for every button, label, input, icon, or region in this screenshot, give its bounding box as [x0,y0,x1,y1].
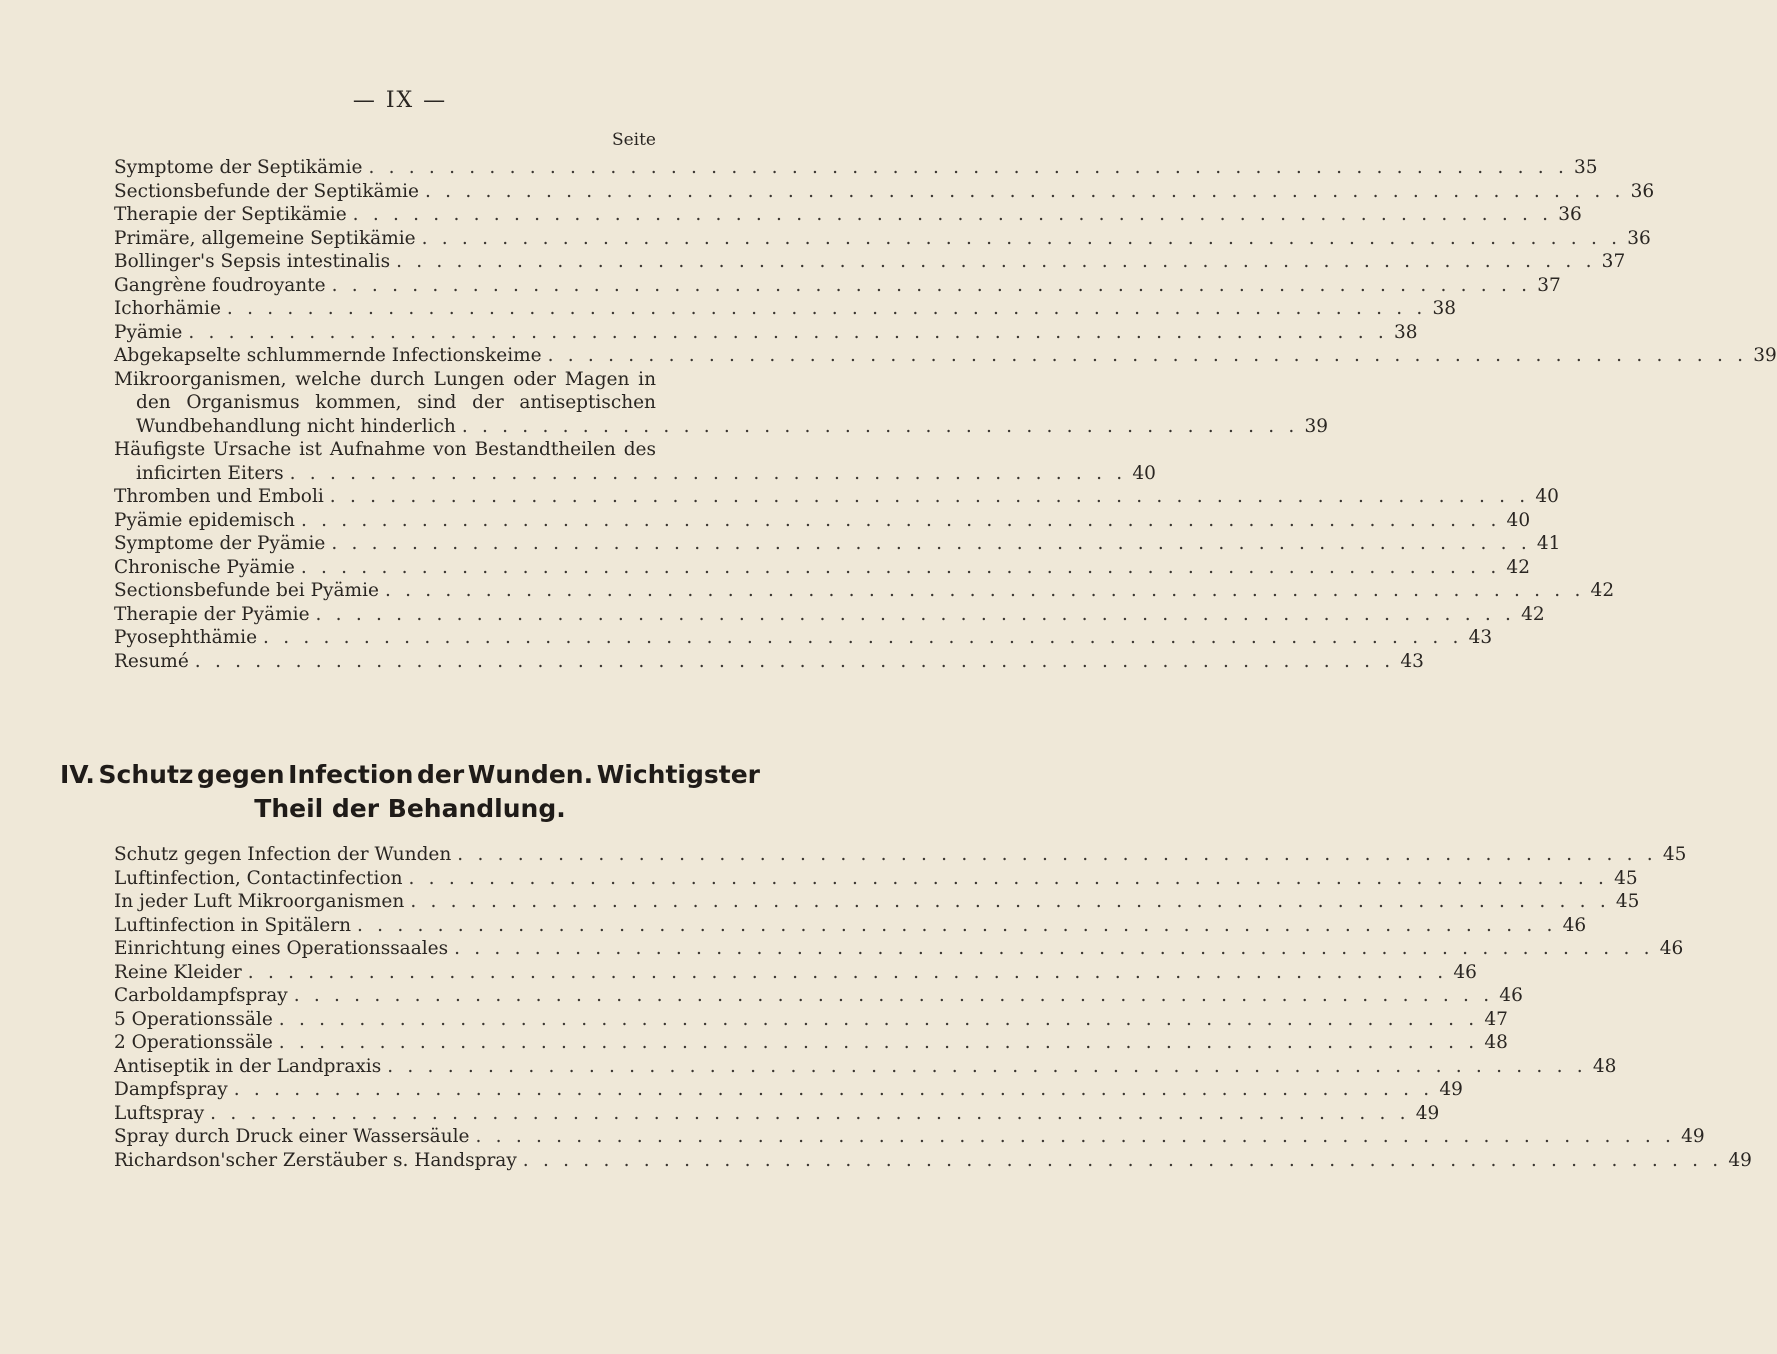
toc-entry [114,556,1530,580]
toc-section-schutz [114,843,1752,1172]
toc-entry-page: 45 [1614,867,1638,889]
toc-entry-title: 2 Operationssäle [114,1032,273,1053]
toc-entry [114,1055,1617,1079]
toc-entry-page: 48 [1592,1055,1617,1077]
toc-leader-dots: . . . . . . . . . . . . . . . . . . . . . . . . . . . . . . . . . . . . . . . . . . . . . . . . . . . . . . . . . . . . [368,157,1569,178]
toc-entry-title: Abgekapselte schlummernde Infectionskeime [114,345,542,366]
toc-entry-page: 49 [1681,1126,1705,1147]
toc-leader-dots: . . . . . . . . . . . . . . . . . . . . . . . . . . . . . . . . . . . . . . . . . . . . . . . . . . . . . . . . . . . . [300,556,1501,578]
toc-entry [114,509,1531,533]
heading-word: gegen [197,760,285,789]
toc-entry [114,603,1545,627]
toc-entry-title: Bollinger's Sepsis intestinalis [114,251,391,272]
toc-entry-page: 46 [1562,914,1587,936]
toc-entry-title: Richardson'scher Zerstäuber s. Handspray [114,1149,517,1171]
toc-entry-title: Einrichtung eines Operationssaales [114,938,449,959]
toc-leader-dots: . . . . . . . . . . . . . . . . . . . . . . . . . . . . . . . . . . . . . . . . . . . . . . . . . . . . . . . . . . . . [188,321,1388,343]
section-heading-line [60,758,760,792]
toc-entry [114,937,1684,961]
toc-entry-page: 38 [1393,321,1418,343]
toc-word: Magen [564,368,630,390]
toc-entry-page: 43 [1468,627,1493,648]
toc-leader-dots: . . . . . . . . . . . . . . . . . . . . . . . . . . . . . . . . . . . . . . . . . . . . . . . . . . . . . . . . . . . . [293,985,1494,1006]
toc-leader-dots: . . . . . . . . . . . . . . . . . . . . . . . . . . . . . . . . . . . . . . . . . . . . . . . . . . . . . . . . . . . . [331,274,1532,296]
toc-entry-page: 36 [1627,227,1651,249]
toc-multiline-entry-line [114,368,656,392]
page-column-label: Seite [611,130,656,150]
toc-entry-title: Primäre, allgemeine Septikämie [114,227,416,249]
toc-entry-page: 42 [1506,556,1530,578]
toc-entry-page: 36 [1630,180,1655,202]
toc-group [114,156,1777,368]
toc-entry-title: Resumé [114,650,189,672]
toc-entry [114,180,1655,204]
toc-entry-title: Luftinfection in Spitälern [114,914,351,936]
toc-entry-page: 46 [1659,938,1684,959]
toc-entry [114,984,1523,1008]
toc-entry-page: 47 [1484,1008,1508,1030]
toc-entry-title: Sectionsbefunde bei Pyämie [114,580,379,601]
toc-entry [114,843,1687,867]
toc-entry-page: 45 [1615,891,1640,912]
toc-entry-page: 49 [1415,1102,1440,1124]
toc-entry-page: 35 [1574,157,1598,178]
toc-leader-dots: . . . . . . . . . . . . . . . . . . . . . . . . . . . . . . . . . . . . . . . . . . . . . . . . . . . . . . . . . . . . [263,627,1463,648]
toc-entry-title: Pyämie [114,321,183,343]
toc-leader-dots: . . . . . . . . . . . . . . . . . . . . . . . . . . . . . . . . . . . . . . . . . . [461,415,1299,437]
toc-entry-title: Therapie der Pyämie [114,603,310,625]
toc-entry-page: 39 [1304,415,1329,437]
section-heading [60,758,760,826]
toc-word: Aufnahme [329,439,426,460]
toc-entry [114,1102,1440,1126]
toc-entry [114,462,1156,486]
toc-entry-page: 37 [1537,274,1561,296]
toc-multiline-entry-line [114,391,656,415]
toc-leader-dots: . . . . . . . . . . . . . . . . . . . . . . . . . . . . . . . . . . . . . . . . . . . . . . . . . . . . . . . . . . . . [357,914,1557,936]
toc-word: von [433,439,467,460]
toc-entry [114,203,1582,227]
toc-word: oder [513,368,556,390]
toc-entry-page: 46 [1453,961,1477,983]
toc-leader-dots: . . . . . . . . . . . . . . . . . . . . . . . . . . . . . . . . . . . . . . . . . . [289,462,1127,484]
toc-leader-dots: . . . . . . . . . . . . . . . . . . . . . . . . . . . . . . . . . . . . . . . . . . . . . . . . . . . . . . . . . . . . [408,867,1609,889]
toc-entry-page: 40 [1535,486,1559,507]
toc-leader-dots: . . . . . . . . . . . . . . . . . . . . . . . . . . . . . . . . . . . . . . . . . . . . . . . . . . . . . . . . . . . . [410,891,1610,912]
toc-entry-page: 37 [1601,251,1626,272]
toc-entry [114,1149,1752,1173]
toc-word: Lungen [433,368,505,390]
toc-word: des [623,439,656,460]
toc-group [114,843,1752,1172]
toc-entry [114,321,1418,345]
toc-entry [114,1078,1463,1102]
toc-entry-page: 42 [1521,603,1545,625]
toc-entry-title: 5 Operationssäle [114,1008,273,1030]
toc-leader-dots: . . . . . . . . . . . . . . . . . . . . . . . . . . . . . . . . . . . . . . . . . . . . . . . . . . . . . . . . . . . . [457,844,1657,865]
toc-entry [114,961,1477,985]
toc-entry [114,156,1598,180]
toc-entry [114,274,1561,298]
toc-leader-dots: . . . . . . . . . . . . . . . . . . . . . . . . . . . . . . . . . . . . . . . . . . . . . . . . . . . . . . . . . . . . [278,1032,1479,1053]
page-header: — IX — [352,88,448,113]
toc-entry-page: 49 [1728,1149,1752,1171]
toc-entry-title: Pyosephthämie [114,627,258,648]
toc-word: den [136,392,171,413]
toc-leader-dots: . . . . . . . . . . . . . . . . . . . . . . . . . . . . . . . . . . . . . . . . . . . . . . . . . . . . . . . . . . . . [384,580,1585,601]
toc-entry [114,650,1424,674]
toc-leader-dots: . . . . . . . . . . . . . . . . . . . . . . . . . . . . . . . . . . . . . . . . . . . . . . . . . . . . . . . . . . . . [522,1149,1723,1171]
toc-entry-title: Therapie der Septikämie [114,204,347,225]
toc-section-septikaemie [114,156,1777,673]
toc-leader-dots: . . . . . . . . . . . . . . . . . . . . . . . . . . . . . . . . . . . . . . . . . . . . . . . . . . . . . . . . . . . . [210,1102,1410,1124]
toc-entry-title: Thromben und Emboli [114,486,324,507]
heading-word: Wichtigster [596,760,760,789]
section-heading-line: Theil der Behandlung. [254,794,566,823]
toc-entry-title: Dampfspray [114,1079,228,1100]
toc-entry-title: Chronische Pyämie [114,556,295,578]
toc-leader-dots: . . . . . . . . . . . . . . . . . . . . . . . . . . . . . . . . . . . . . . . . . . . . . . . . . . . . . . . . . . . . [454,938,1654,959]
heading-word: Schutz [98,760,194,789]
toc-entry [114,415,1329,439]
toc-entry-title: Reine Kleider [114,961,242,983]
toc-leader-dots: . . . . . . . . . . . . . . . . . . . . . . . . . . . . . . . . . . . . . . . . . . . . . . . . . . . . . . . . . . . . [329,486,1530,507]
toc-leader-dots: . . . . . . . . . . . . . . . . . . . . . . . . . . . . . . . . . . . . . . . . . . . . . . . . . . . . . . . . . . . . [315,603,1516,625]
toc-entry-page: 48 [1484,1032,1508,1053]
toc-entry [114,227,1651,251]
toc-word: antiseptischen [519,392,656,413]
toc-group [114,485,1615,673]
toc-entry [114,532,1561,556]
toc-entry-title: Symptome der Pyämie [114,533,326,554]
toc-leader-dots: . . . . . . . . . . . . . . . . . . . . . . . . . . . . . . . . . . . . . . . . . . . . . . . . . . . . . . . . . . . . [352,204,1553,225]
toc-entry-title: Pyämie epidemisch [114,509,295,531]
toc-leader-dots: . . . . . . . . . . . . . . . . . . . . . . . . . . . . . . . . . . . . . . . . . . . . . . . . . . . . . . . . . . . . [300,509,1501,531]
toc-word: Häufigste [114,439,206,460]
toc-entry-page: 43 [1400,650,1424,672]
toc-entry-title: Symptome der Septikämie [114,157,363,178]
toc-entry-page: 39 [1753,345,1777,366]
toc-entry [114,1125,1705,1149]
toc-entry [114,626,1493,650]
toc-entry [114,1008,1508,1032]
toc-word: Mikroorganismen, [114,368,287,390]
toc-entry-page: 40 [1132,462,1156,484]
heading-word: IV. [60,760,95,789]
toc-word: in [638,368,656,390]
toc-entry [114,579,1615,603]
toc-entry-page: 46 [1499,985,1523,1006]
toc-word: Ursache [213,439,292,460]
toc-word: der [472,392,504,413]
toc-entry-page: 41 [1536,533,1561,554]
toc-leader-dots: . . . . . . . . . . . . . . . . . . . . . . . . . . . . . . . . . . . . . . . . . . . . . . . . . . . . . . . . . . . . [194,650,1395,672]
toc-entry [114,250,1626,274]
toc-entry [114,914,1587,938]
toc-leader-dots: . . . . . . . . . . . . . . . . . . . . . . . . . . . . . . . . . . . . . . . . . . . . . . . . . . . . . . . . . . . . [233,1079,1434,1100]
toc-word: Bestandtheilen [474,439,616,460]
toc-entry-title: Sectionsbefunde der Septikämie [114,180,419,202]
toc-leader-dots: . . . . . . . . . . . . . . . . . . . . . . . . . . . . . . . . . . . . . . . . . . . . . . . . . . . . . . . . . . . . [425,180,1625,202]
toc-entry-page: 36 [1558,204,1582,225]
toc-entry-page: 40 [1506,509,1531,531]
toc-entry-title: inficirten Eiters [136,462,284,484]
toc-leader-dots: . . . . . . . . . . . . . . . . . . . . . . . . . . . . . . . . . . . . . . . . . . . . . . . . . . . . . . . . . . . . [331,533,1531,554]
toc-entry [114,297,1457,321]
heading-word: Infection [288,760,414,789]
toc-entry-title: Ichorhämie [114,298,221,319]
toc-entry-title: Wundbehandlung nicht hinderlich [136,415,456,437]
toc-entry-page: 42 [1590,580,1615,601]
toc-entry-page: 38 [1432,298,1457,319]
toc-leader-dots: . . . . . . . . . . . . . . . . . . . . . . . . . . . . . . . . . . . . . . . . . . . . . . . . . . . . . . . . . . . . [278,1008,1479,1030]
toc-word: kommen, [315,392,402,413]
heading-word: der [416,760,465,789]
toc-entry-title: Antiseptik in der Landpraxis [114,1055,382,1077]
toc-leader-dots: . . . . . . . . . . . . . . . . . . . . . . . . . . . . . . . . . . . . . . . . . . . . . . . . . . . . . . . . . . . . [421,227,1622,249]
toc-word: durch [369,368,425,390]
toc-entry-title: Gangrène foudroyante [114,274,326,296]
toc-leader-dots: . . . . . . . . . . . . . . . . . . . . . . . . . . . . . . . . . . . . . . . . . . . . . . . . . . . . . . . . . . . . [226,298,1427,319]
toc-entry [114,344,1777,368]
toc-leader-dots: . . . . . . . . . . . . . . . . . . . . . . . . . . . . . . . . . . . . . . . . . . . . . . . . . . . . . . . . . . . . [247,961,1448,983]
toc-entry-title: Spray durch Druck einer Wassersäule [114,1126,470,1147]
toc-entry [114,1031,1508,1055]
toc-word: sind [417,392,457,413]
toc-entry-title: Carboldampfspray [114,985,288,1006]
toc-word: ist [299,439,322,460]
toc-word: Organismus [186,392,300,413]
toc-leader-dots: . . . . . . . . . . . . . . . . . . . . . . . . . . . . . . . . . . . . . . . . . . . . . . . . . . . . . . . . . . . . [396,251,1596,272]
toc-leader-dots: . . . . . . . . . . . . . . . . . . . . . . . . . . . . . . . . . . . . . . . . . . . . . . . . . . . . . . . . . . . . [475,1126,1676,1147]
toc-leader-dots: . . . . . . . . . . . . . . . . . . . . . . . . . . . . . . . . . . . . . . . . . . . . . . . . . . . . . . . . . . . . [547,345,1748,366]
toc-entry-page: 45 [1662,844,1687,865]
toc-entry [114,867,1638,891]
toc-entry-title: In jeder Luft Mikroorganismen [114,891,405,912]
toc-entry [114,485,1559,509]
heading-word: Wunden. [467,760,594,789]
toc-leader-dots: . . . . . . . . . . . . . . . . . . . . . . . . . . . . . . . . . . . . . . . . . . . . . . . . . . . . . . . . . . . . [387,1055,1587,1077]
toc-multiline-entry-line [114,438,656,462]
toc-entry-title: Schutz gegen Infection der Wunden [114,844,452,865]
toc-entry-page: 49 [1439,1079,1463,1100]
toc-entry-title: Luftspray [114,1102,205,1124]
toc-entry [114,890,1640,914]
toc-word: welche [295,368,362,390]
toc-entry-title: Luftinfection, Contactinfection [114,867,403,889]
